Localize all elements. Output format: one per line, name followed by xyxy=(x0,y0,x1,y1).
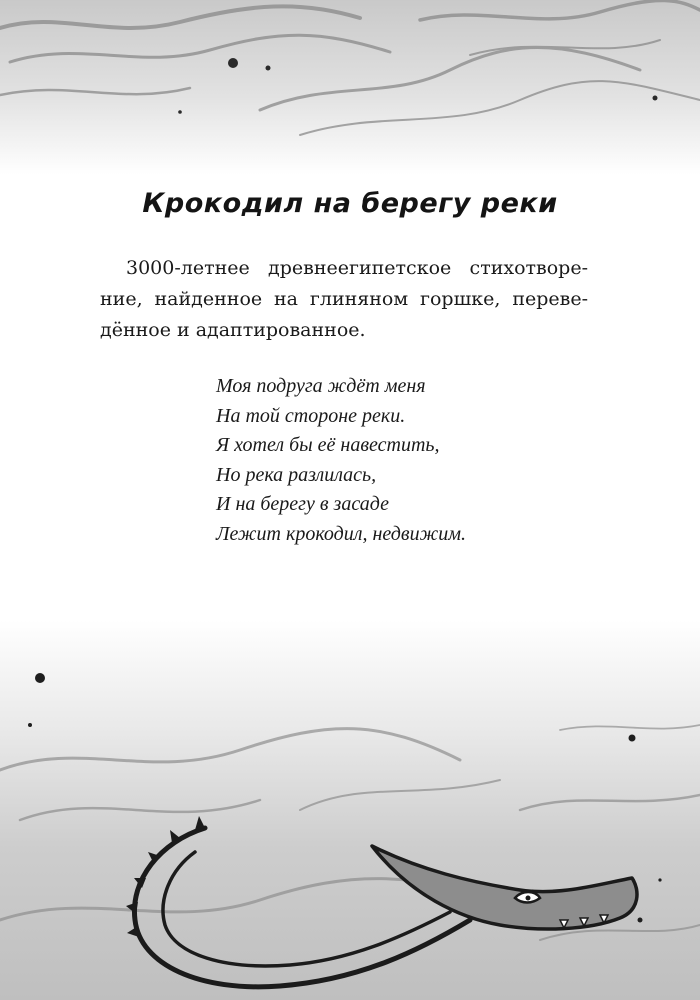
poem-line: На той стороне реки. xyxy=(216,404,406,427)
poem-line: Я хотел бы её навестить, xyxy=(216,434,440,456)
poem-line: Лежит крокодил, недвижим. xyxy=(216,522,466,545)
poem-line: Моя подруга ждёт меня xyxy=(216,375,426,397)
poem-line: И на берегу в засаде xyxy=(216,493,389,515)
intro-paragraph: 3000-летнее древнеегипетское стихотворение, найденное на глиняном горшке, переведённое и адаптированное. xyxy=(100,257,588,341)
poem xyxy=(216,372,616,549)
page-title: Крокодил на берегу реки xyxy=(142,188,558,219)
crocodile-in-river-icon xyxy=(0,620,700,1000)
top-water-wash xyxy=(0,0,700,175)
poem-line: Но река разлилась, xyxy=(216,463,377,486)
